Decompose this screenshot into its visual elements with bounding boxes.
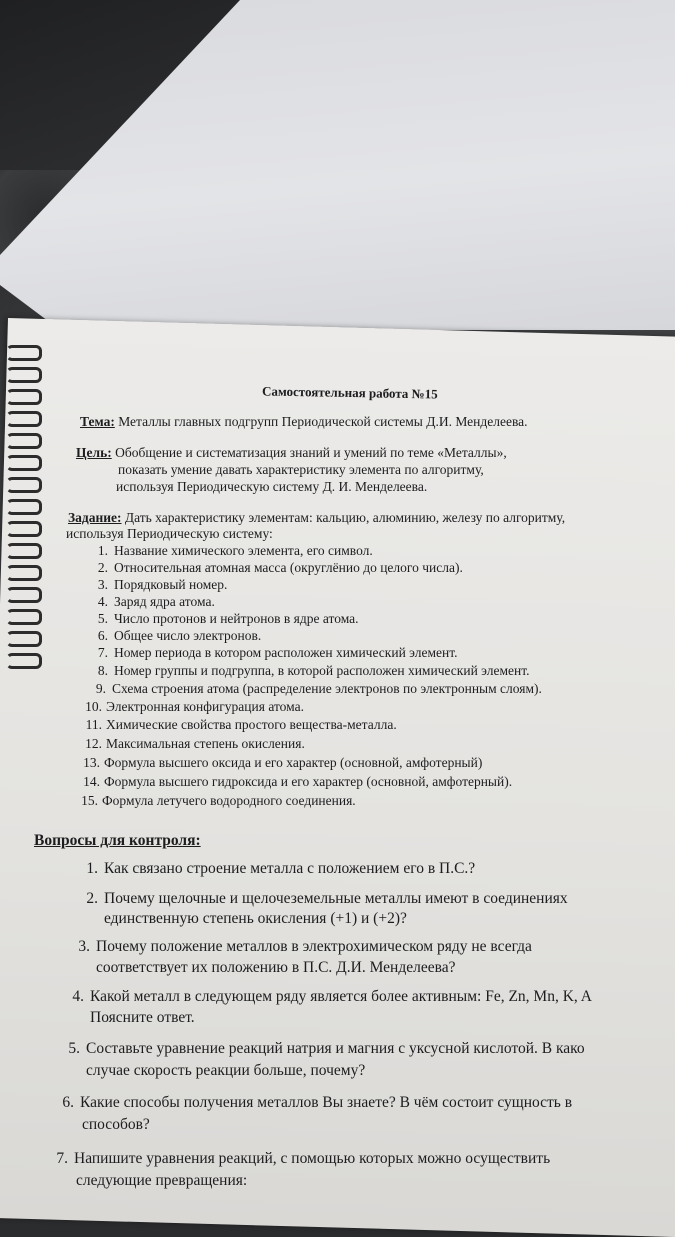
task-item: 7. Номер периода в котором расположен химический элемент. [97,645,458,660]
task-item: 9. Схема строения атома (распределение электронов по электронным слоям). [95,681,542,696]
task-item: 12. Максимальная степень окисления. [85,736,305,751]
cel-line-2: показать умение давать характеристику элемента по алгоритму, [118,462,484,477]
zadanie-text-1: Дать характеристику элементам: кальцию, алюминию, железу по алгоритму, [124,510,566,525]
question-item-cont: Поясните ответ. [90,1009,195,1026]
task-item: 2. Относительная атомная масса (округлёнио до целого числа). [97,560,463,575]
task-item: 15. Формула летучего водородного соединения. [81,793,356,808]
cel-line-3: используя Периодическую систему Д. И. Менделеева. [116,479,428,494]
task-item: 5. Число протонов и нейтронов в ядре атома. [97,611,359,626]
cel-text-1: Обобщение и систематизация знаний и умений по теме «Металлы», [115,445,507,460]
task-item: 3. Порядковый номер. [97,577,228,592]
question-item-cont: случае скорость реакции больше, почему? [86,1062,366,1079]
task-item: 8. Номер группы и подгруппа, в которой расположен химический элемент. [97,663,530,678]
question-item: 5. Составьте уравнение реакций натрия и магния с уксусной кислотой. В како [68,1040,585,1057]
task-item: 11. Химические свойства простого вещества-металла. [85,717,397,732]
tema-line [80,414,528,430]
zadanie-line-2: используя Периодическую систему: [66,526,273,541]
task-item: 1. Название химического элемента, его символ. [97,543,373,558]
cel-line-1 [76,445,507,461]
question-item: 4. Какой металл в следующем ряду является более активным: Fe, Zn, Mn, K, A [72,988,592,1005]
question-item-cont: соответствует их положению в П.С. Д.И. Менделеева? [96,959,456,976]
task-item: 10. Электронная конфигурация атома. [85,699,304,714]
tema-label: Тема: [80,414,115,429]
task-item: 6. Общее число электронов. [97,628,262,643]
tema-text: Металлы главных подгрупп Периодической системы Д.И. Менделеева. [118,414,528,429]
question-item: 3. Почему положение металлов в электрохимическом ряду не всегда [78,938,532,955]
question-item-cont: единственную степень окисления (+1) и (+2)? [104,910,407,927]
voprosy-heading: Вопросы для контроля: [34,832,201,849]
question-item: 1. Как связано строение металла с положением его в П.С.? [86,860,476,877]
question-item-cont: способов? [82,1116,150,1133]
question-item: 2. Почему щелочные и щелочеземельные металлы имеют в соединениях [86,890,568,907]
zadanie-label: Задание: [68,510,122,525]
question-item: 7. Напишите уравнения реакций, с помощью которых можно осуществить [56,1150,551,1167]
cel-label: Цель: [76,445,112,460]
question-item: 6. Какие способы получения металлов Вы знаете? В чём состоит сущность в [62,1094,573,1111]
question-item-cont: следующие превращения: [76,1172,248,1189]
zadanie-line-1 [68,510,565,526]
document-title: Самостоятельная работа №15 [261,383,438,402]
task-item: 13. Формула высшего оксида и его характер (основной, амфотерный) [83,755,483,770]
task-item: 14. Формула высшего гидроксида и его характер (основной, амфотерный). [83,774,513,789]
task-item: 4. Заряд ядра атома. [97,594,215,609]
